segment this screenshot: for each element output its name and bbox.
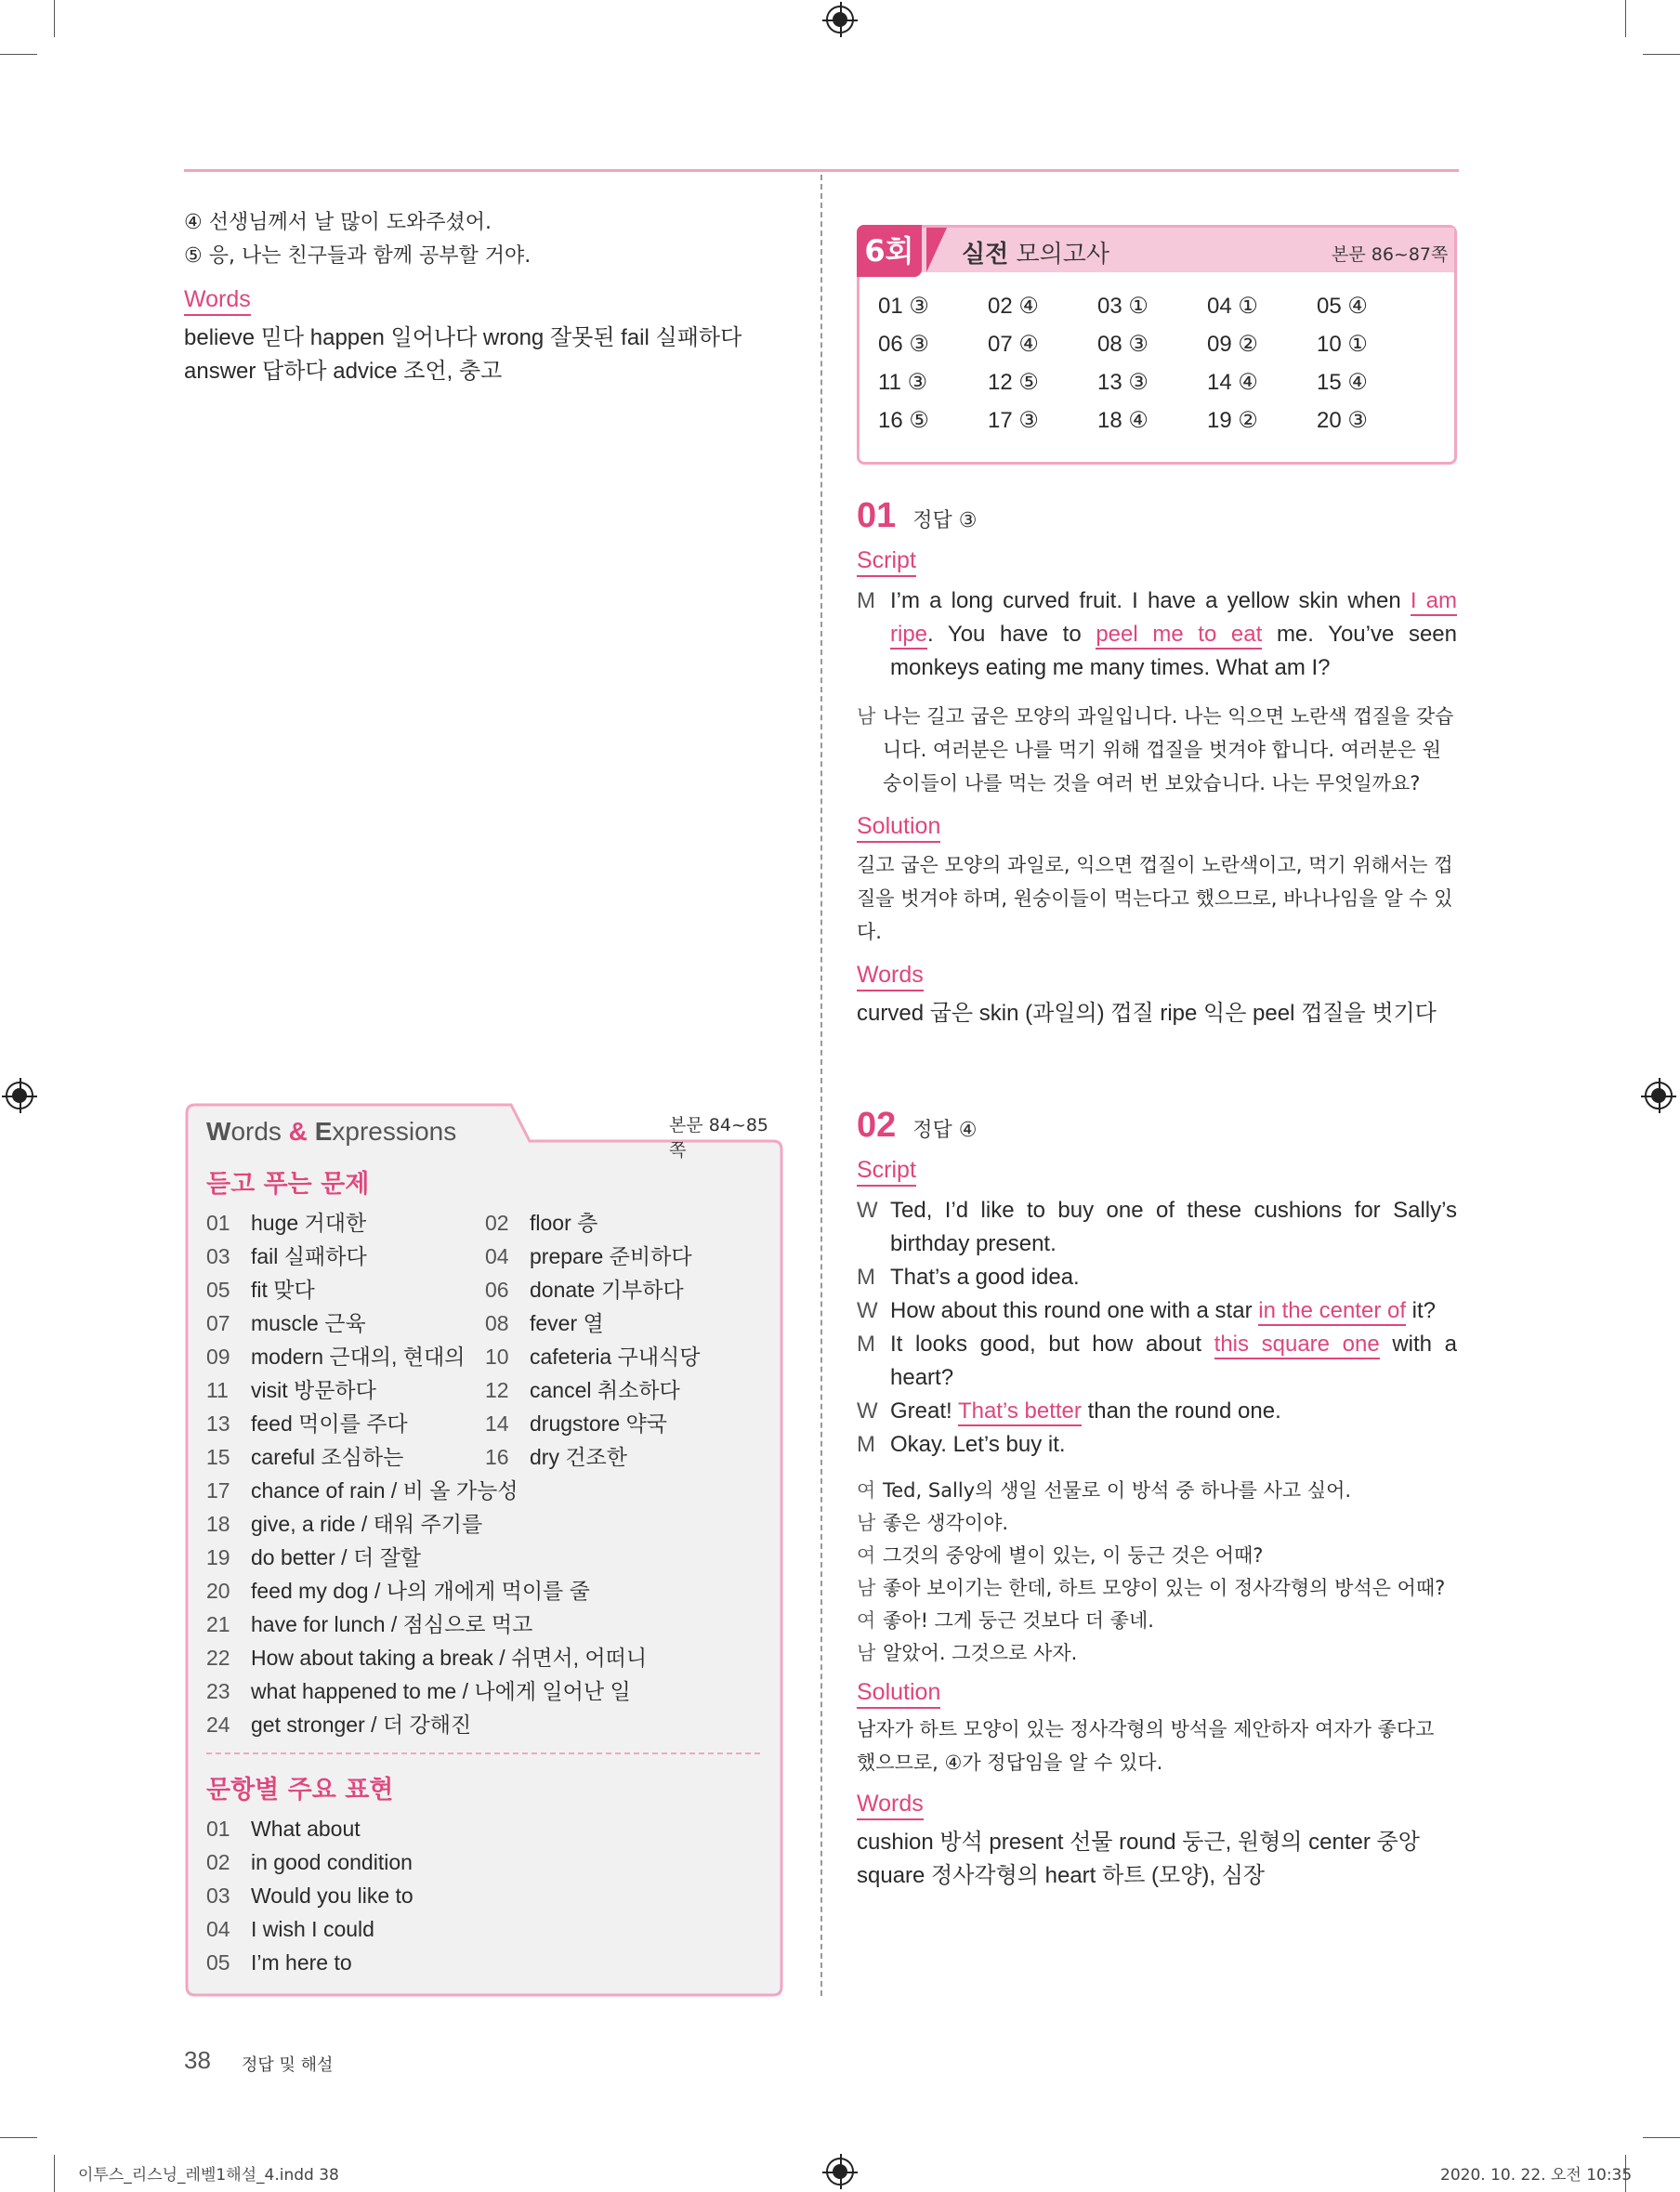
script-line: M I’m a long curved fruit. I have a yellow skin when I am ripe. You have to peel me to eat me. You’ve seen monkeys eating me many times. What am I? [857,584,1457,685]
registration-mark-icon [1645,1082,1673,1109]
registration-mark-icon [6,1082,33,1109]
key-expression-row: 03 Would you like to [206,1884,413,1908]
translation-line: 남 나는 길고 굽은 모양의 과일입니다. 나는 익으면 노란색 껍질을 갖습니다. 여러분은 나를 먹기 위해 껍질을 벗겨야 합니다. 여러분은 원숭이들이 나를 먹는 것을 여러 번 보았습니다. 나는 무엇일까요? [857,700,1457,800]
words-heading: Words [857,1791,924,1820]
answer-item: 15 ④ [1317,370,1368,395]
vocab-row: 21 have for lunch / 점심으로 먹고 [206,1612,533,1636]
key-expression-list [206,1812,764,1979]
vocab-row: 13 feed 먹이를 주다 14 drugstore 약국 [206,1411,667,1436]
translation-block [857,1475,1457,1670]
question-number: 02 [857,1106,897,1145]
vocab-row: 22 How about taking a break / 쉬면서, 어떠니 [206,1646,648,1670]
page-number: 38 [184,2046,211,2074]
vocab-row: 07 muscle 근육 08 fever 열 [206,1311,604,1335]
answer-item: 14 ④ [1207,370,1258,395]
test-number-badge: 6회 [857,225,922,277]
solution-text: 남자가 하트 모양이 있는 정사각형의 방석을 제안하자 여자가 좋다고 했으므로, ④가 정답임을 알 수 있다. [857,1718,1435,1774]
answer-item: 11 ③ [878,370,928,395]
answer-item: 04 ① [1207,294,1258,319]
vocab-row: 18 give, a ride / 태워 주기를 [206,1512,483,1536]
answer-item: 03 ① [1097,294,1148,319]
correct-answer: 정답 ④ [912,1119,978,1142]
key-expression-row: 01 What about [206,1817,361,1841]
crop-mark [1643,54,1680,55]
print-date: 2020. 10. 22. 오전 10:35 [1440,2166,1633,2185]
test-answer-box [857,225,1457,465]
vocab-row: 19 do better / 더 잘할 [206,1545,422,1569]
words-heading: Words [857,962,924,991]
translation-line: 남 알았어. 그것으로 사자. [857,1642,1078,1664]
translation-line: 여 그것의 중앙에 별이 있는, 이 둥근 것은 어때? [857,1544,1264,1567]
top-rule [184,169,1459,172]
answer-item: 09 ② [1207,332,1258,357]
script-line: M That’s a good idea. [857,1265,1080,1290]
blank-answer: this square one [1214,1332,1380,1359]
script-heading: Script [857,1157,916,1187]
question-01 [857,496,1457,1030]
blank-answer: in the center of [1258,1298,1406,1326]
key-expression-row: 02 in good condition [206,1850,413,1874]
words-line: answer 답하다 advice 조언, 충고 [184,359,503,384]
translation-line: 여 좋아! 그게 둥근 것보다 더 좋네. [857,1609,1154,1632]
registration-mark-icon [826,6,854,33]
solution-heading: Solution [857,1679,940,1709]
vocab-row: 09 modern 근대의, 현대의 10 cafeteria 구내식당 [206,1345,701,1369]
box-title: Words & Expressions [206,1117,457,1146]
crop-mark [0,2137,37,2138]
answer-item: 19 ② [1207,408,1258,433]
answer-option-line: ④ 선생님께서 날 많이 도와주셨어. [184,211,492,234]
solution-heading: Solution [857,813,940,843]
speaker-label: M [857,588,875,613]
registration-mark-icon [826,2158,854,2185]
crop-mark [54,2155,55,2192]
file-slug: 이투스_리스닝_레벨1해설_4.indd 38 [78,2166,339,2185]
translation-line: 남 좋아 보이기는 한데, 하트 모양이 있는 이 정사각형의 방석은 어때? [857,1577,1446,1599]
vocab-row: 11 visit 방문하다 12 cancel 취소하다 [206,1378,680,1402]
vocab-row: 24 get stronger / 더 강해진 [206,1713,472,1737]
answer-item: 07 ④ [988,332,1039,357]
script-line: W Ted, I’d like to buy one of these cushions for Sally’s birthday present. [857,1198,1457,1256]
script-heading: Script [857,547,916,577]
subheading-key-expressions: 문항별 주요 표현 [206,1776,394,1805]
badge-tail [926,228,947,272]
crop-mark [1625,0,1626,37]
crop-mark [0,54,37,55]
answer-item: 13 ③ [1097,370,1148,395]
answer-grid [878,293,1426,434]
vocab-row: 01 huge 거대한 02 floor 층 [206,1211,598,1235]
vocab-row: 23 what happened to me / 나에게 일어난 일 [206,1679,631,1703]
page-reference: 본문 84~85쪽 [669,1115,769,1161]
vocab-row: 05 fit 맞다 06 donate 기부하다 [206,1278,684,1302]
answer-item: 01 ③ [878,294,929,319]
answer-item: 20 ③ [1317,408,1368,433]
key-expression-row: 05 I’m here to [206,1950,352,1975]
blank-answer: That’s better [958,1398,1082,1426]
script-line: M Okay. Let’s buy it. [857,1432,1066,1457]
vocab-row: 17 chance of rain / 비 올 가능성 [206,1478,518,1503]
answer-item: 05 ④ [1317,294,1368,319]
vocab-row: 03 fail 실패하다 04 prepare 준비하다 [206,1244,692,1268]
question-number: 01 [857,496,897,535]
speaker-label: 남 [857,705,876,728]
script-line: W Great! That’s better than the round one. [857,1395,1457,1428]
vocab-list [206,1206,764,1741]
left-top-section [184,206,760,388]
words-line: cushion 방석 present 선물 round 둥근, 원형의 center 중앙 [857,1830,1420,1855]
correct-answer: 정답 ③ [912,509,978,532]
answer-option-line: ⑤ 응, 나는 친구들과 함께 공부할 거야. [184,244,532,268]
vocab-row: 15 careful 조심하는 16 dry 건조한 [206,1445,627,1469]
page-label: 정답 및 해설 [242,2055,334,2075]
words-line: square 정사각형의 heart 하트 (모양), 심장 [857,1863,1266,1888]
answer-item: 08 ③ [1097,332,1148,357]
answer-item: 17 ③ [988,408,1039,433]
page-reference: 본문 86~87쪽 [1332,244,1449,265]
answer-item: 16 ⑤ [878,408,929,433]
subheading-listening: 듣고 푸는 문제 [206,1170,370,1199]
key-expression-row: 04 I wish I could [206,1917,374,1941]
script-line: W How about this round one with a star in the center of it? [857,1294,1457,1328]
answer-item: 10 ① [1317,332,1368,357]
crop-mark [1643,2137,1680,2138]
box-divider [206,1752,760,1754]
script-dialogue [857,1194,1457,1462]
answer-item: 18 ④ [1097,408,1148,433]
solution-text: 길고 굽은 모양의 과일로, 익으면 껍질이 노란색이고, 먹기 위해서는 껍질을 벗겨야 하며, 원숭이들이 먹는다고 했으므로, 바나나임을 알 수 있다. [857,854,1453,943]
script-line: M It looks good, but how about this square one with a heart? [857,1332,1457,1390]
crop-mark [54,0,55,37]
answer-item: 06 ③ [878,332,929,357]
words-line: curved 굽은 skin (과일의) 껍질 ripe 익은 peel 껍질을 벗기다 [857,1001,1437,1026]
answer-item: 02 ④ [988,294,1039,319]
vocab-row: 20 feed my dog / 나의 개에게 먹이를 줄 [206,1579,590,1603]
words-line: believe 믿다 happen 일어나다 wrong 잘못된 fail 실패하다 [184,325,742,350]
test-title: 실전 모의고사 [962,241,1109,269]
blank-answer: I am ripe [890,588,1457,650]
blank-answer: peel me to eat [1096,622,1262,650]
words-expressions-box [184,1102,784,1998]
answer-item: 12 ⑤ [988,370,1039,395]
translation-line: 남 좋은 생각이야. [857,1512,1009,1534]
translation-line: 여 Ted, Sally의 생일 선물로 이 방석 중 하나를 사고 싶어. [857,1479,1352,1502]
column-divider [820,175,822,1996]
words-heading: Words [184,286,251,316]
question-02 [857,1106,1457,1893]
